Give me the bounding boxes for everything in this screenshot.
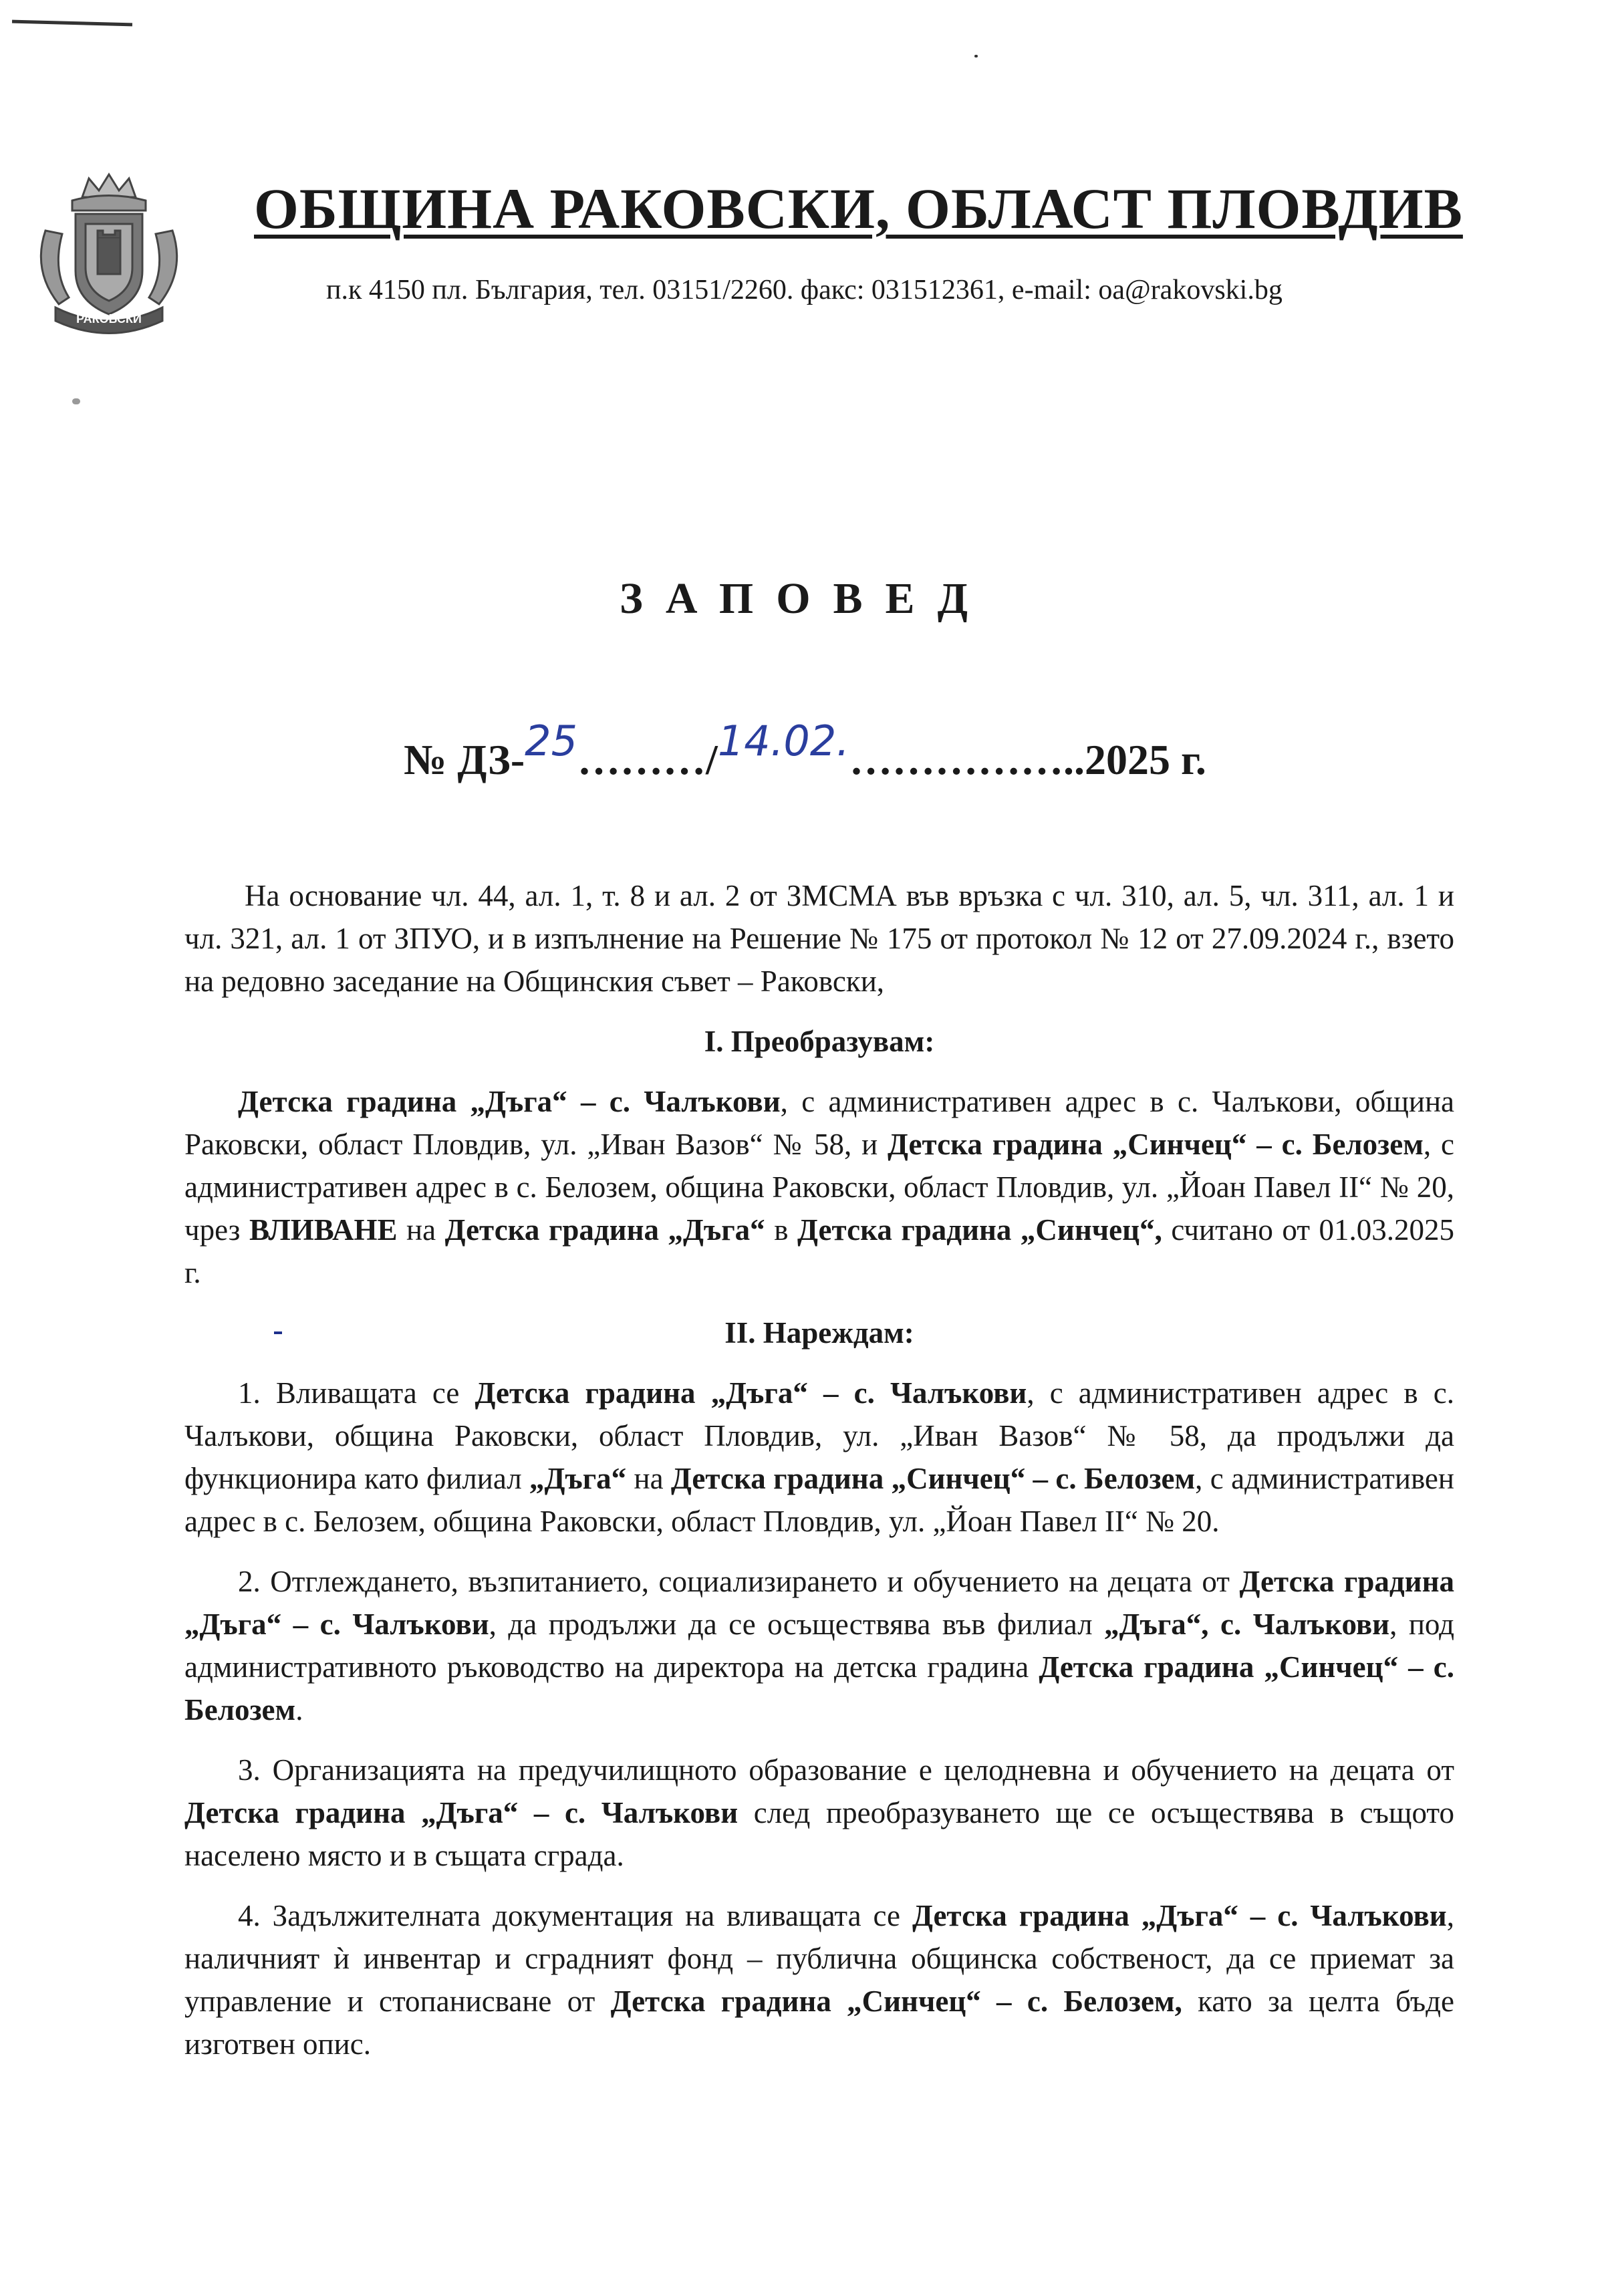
text: като за целта бъде изготвен опис. xyxy=(184,1985,1454,2061)
text: , наличният ѝ инвентар и сградният фонд – публична общинска собственост, да се приемат за управление и стопанисване от xyxy=(184,1899,1454,2018)
text: на xyxy=(397,1213,445,1247)
text: , с административен адрес в с. Белозем, община Раковски, област Пловдив, ул. „Йоан Павел II“ № 20. xyxy=(184,1462,1454,1538)
bold-text: Детска градина „Синчец“ – с. Белозем, xyxy=(610,1985,1182,2018)
org-contacts: п.к 4150 пл. България, тел. 03151/2260. факс: 031512361, e-mail: oa@rakovski.bg xyxy=(326,275,1283,305)
bold-text: Детска градина „Дъга“ – с. Чалъкови xyxy=(184,1796,739,1829)
text: , с административен адрес в с. Чалъкови, община Раковски, област Пловдив, ул. „Иван Вазов“ № 58, и xyxy=(184,1085,1454,1161)
paragraph xyxy=(184,1372,1454,1543)
bold-text: Детска градина „Дъга“ – с. Чалъкови xyxy=(912,1899,1447,1932)
text: , да продължи да се осъществява във филиал xyxy=(489,1608,1105,1641)
intro-paragraph: На основание чл. 44, ал. 1, т. 8 и ал. 2 от ЗМСМА във връзка с чл. 310, ал. 5, чл. 311, ал. 1 и чл. 321, ал. 1 от ЗПУО, и в изпълнение на Решение № 175 от протокол № 12 от 27.09.2024 г., взето на редовно заседание на Общинския съвет – Раковски, xyxy=(184,879,1454,998)
text: , под административното ръководство на директора на детска градина xyxy=(184,1608,1454,1684)
municipal-coat-of-arms-icon xyxy=(19,170,199,338)
text: , с административен адрес в с. Белозем, община Раковски, област Пловдив, ул. „Йоан Павел II“ № 20, чрез xyxy=(184,1128,1454,1247)
paragraph xyxy=(184,1749,1454,1877)
separator: / xyxy=(706,736,718,783)
text: 4. Задължителната документация на вливащата се xyxy=(238,1899,912,1932)
bold-text: Детска градина „Дъга“ – с. Чалъкови xyxy=(184,1565,1454,1641)
bold-text: Детска градина „Синчец“ – с. Белозем xyxy=(670,1462,1196,1495)
bold-text: „Дъга“, с. Чалъкови xyxy=(1104,1608,1390,1641)
order-number-prefix: № ДЗ- xyxy=(404,736,525,783)
text: на xyxy=(626,1462,671,1495)
order-title: ЗАПОВЕД xyxy=(620,574,990,623)
bold-text: Детска градина „Дъга“ – с. Чалъкови xyxy=(238,1085,781,1118)
paragraph xyxy=(184,1560,1454,1731)
text: в xyxy=(765,1213,797,1247)
bold-text: Детска градина „Синчец“ – с. Белозем xyxy=(184,1650,1454,1727)
dots: …………….. xyxy=(849,736,1085,783)
logo-text: РАКОВСКИ xyxy=(76,312,142,326)
handwritten-number: 25 xyxy=(525,717,578,765)
bold-text: Детска градина „Синчец“, xyxy=(797,1213,1162,1247)
scan-speck xyxy=(72,398,80,404)
order-number xyxy=(0,717,1610,785)
bold-text: Детска градина „Дъга“ – с. Чалъкови xyxy=(475,1376,1027,1410)
handwritten-date: 14.02. xyxy=(717,717,850,765)
order-year: 2025 г. xyxy=(1085,736,1206,783)
dots: ……… xyxy=(577,736,706,783)
text: считано от 01.03.2025 г. xyxy=(184,1213,1454,1289)
section-heading: I. Преобразувам: xyxy=(704,1025,935,1058)
paragraph xyxy=(184,1894,1454,2065)
section-heading: II. Нареждам: xyxy=(724,1316,914,1350)
text: 2. Отглеждането, възпитанието, социализирането и обучението на децата от xyxy=(238,1565,1240,1598)
bold-text: „Дъга“ xyxy=(529,1462,627,1495)
text: след преобразуването ще се осъществява в същото населено място и в същата сграда. xyxy=(184,1796,1454,1872)
text: 3. Организацията на предучилищното образование е целодневна и обучението на децата от xyxy=(238,1753,1454,1787)
scan-speck xyxy=(974,55,978,57)
bold-text: ВЛИВАНЕ xyxy=(249,1213,398,1247)
bold-text: Детска градина „Синчец“ – с. Белозем xyxy=(888,1128,1424,1161)
org-title: ОБЩИНА РАКОВСКИ, ОБЛАСТ ПЛОВДИВ xyxy=(254,176,1463,241)
scan-mark xyxy=(12,20,132,27)
document-body xyxy=(184,874,1454,2083)
paragraph xyxy=(184,1080,1454,1294)
text: . xyxy=(295,1693,303,1727)
bold-text: Детска градина „Дъга“ xyxy=(444,1213,765,1247)
text: 1. Вливащата се xyxy=(238,1376,475,1410)
text: , с административен адрес в с. Чалъкови, община Раковски, област Пловдив, ул. „Иван Вазов“ № 58, да продължи да функционира като филиал xyxy=(184,1376,1454,1495)
